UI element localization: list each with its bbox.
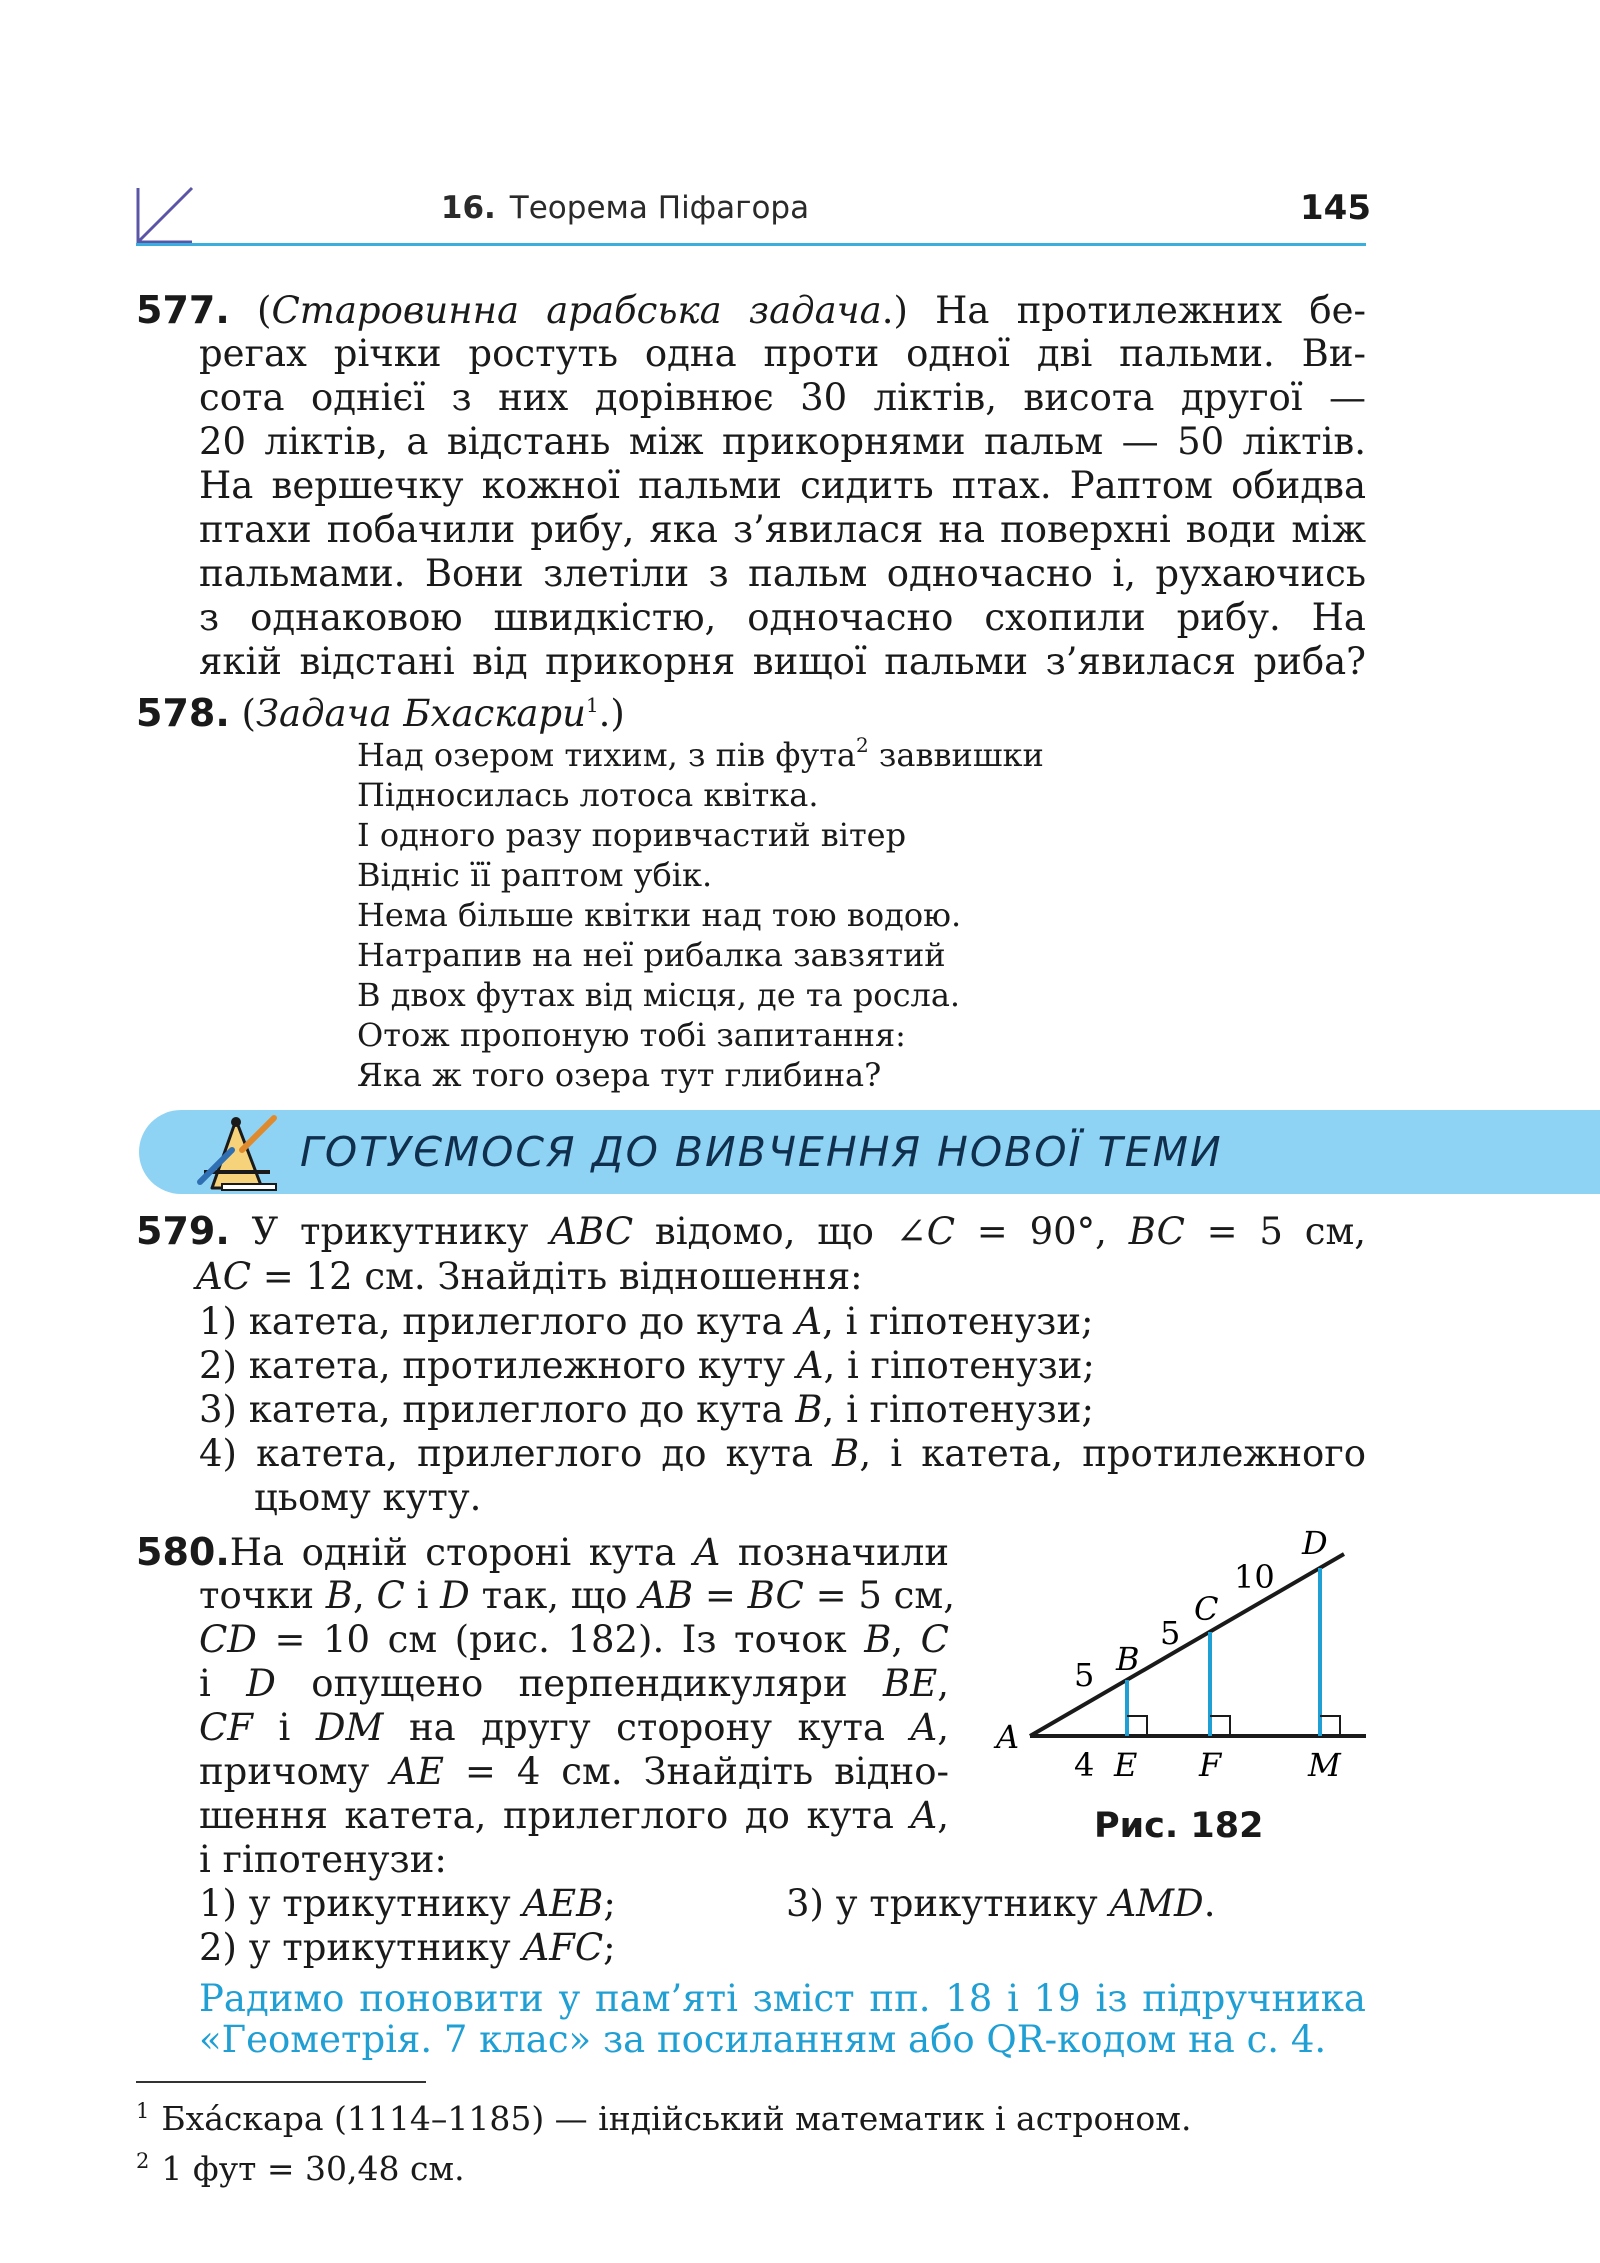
footnote-1: $^1$ Бха́скара (1114–1185) — індійський математик і астроном. — [136, 2099, 1192, 2138]
figure-182 — [990, 1520, 1380, 1790]
segment-label-cd: 10 — [1234, 1558, 1275, 1596]
problem-580-line-4: і D опущено перпендикуляри BE, — [199, 1662, 949, 1705]
segment-label-bc: 5 — [1160, 1614, 1181, 1652]
right-angle-mark-f — [1210, 1716, 1230, 1736]
footnote-rule — [136, 2081, 426, 2083]
problem-580-option-2: 2) у трикутнику AFC; — [199, 1926, 616, 1969]
segment-label-ae: 4 — [1074, 1746, 1095, 1784]
figure-caption: Рис. 182 — [1094, 1806, 1264, 1846]
footnote-2: $^2$ 1 фут = 30,48 см. — [136, 2149, 465, 2188]
problem-578-heading: 578. (Задача Бхаскари$^1$.) — [136, 691, 625, 735]
problem-580-line-1: 580.На одній стороні кута A позначили — [136, 1530, 949, 1574]
problem-580-line-2: точки B, C і D так, що AB = BC = 5 см, — [199, 1574, 955, 1617]
problem-577-line: На вершечку кожної пальми сидить птах. Раптом обидва — [199, 464, 1366, 507]
poem-line: Яка ж того озера тут глибина? — [357, 1056, 882, 1094]
drafting-tools-icon — [192, 1110, 282, 1196]
poem-line: Над озером тихим, з пів фута$^2$ заввишки — [357, 733, 1044, 774]
problem-577-line: регах річки ростуть одна проти одної дві пальми. Ви- — [199, 332, 1366, 375]
label-d: D — [1302, 1524, 1328, 1562]
poem-line: Отож пропоную тобі запитання: — [357, 1016, 906, 1054]
poem-line: Відніс її раптом убік. — [357, 856, 713, 894]
problem-577-line: 20 ліктів, а відстань між прикорнями пальм — 50 ліктів. — [199, 420, 1366, 463]
poem-line: Підносилась лотоса квітка. — [357, 776, 819, 814]
problem-577-subtitle: Старовинна арабська задача — [271, 289, 882, 332]
problem-580-option-1: 1) у трикутнику AEB; — [199, 1882, 616, 1925]
problem-580-line-6: причому AE = 4 см. Знайдіть відно- — [199, 1750, 949, 1793]
problem-577-line: птахи побачили рибу, яка з’явилася на поверхні води між — [199, 508, 1366, 551]
problem-577-line: з однаковою швидкістю, одночасно схопили рибу. На — [199, 596, 1366, 639]
poem-line: Нема більше квітки над тою водою. — [357, 896, 962, 934]
label-b: B — [1116, 1640, 1140, 1678]
label-m: M — [1308, 1746, 1341, 1784]
angle-side-top — [1030, 1554, 1344, 1736]
problem-number: 579. — [136, 1209, 230, 1253]
problem-579-item-4: 4) катета, прилеглого до кута B, і катета, протилежного — [199, 1432, 1366, 1475]
problem-578-subtitle: Задача Бхаскари — [255, 692, 586, 735]
problem-580-line-5: CF і DM на другу сторону кута A, — [199, 1706, 950, 1749]
problem-579-item-4-cont: цьому куту. — [254, 1476, 482, 1519]
problem-580-option-3: 3) у трикутнику AMD. — [786, 1882, 1216, 1925]
footnote-ref: 1 — [585, 693, 599, 717]
problem-579-item-1: 1) катета, прилеглого до кута A, і гіпотенузи; — [199, 1300, 1094, 1343]
segment-label-ab: 5 — [1074, 1656, 1095, 1694]
label-a: A — [996, 1718, 1020, 1756]
poem-line: В двох футах від місця, де та росла. — [357, 976, 961, 1014]
problem-579-item-3: 3) катета, прилеглого до кута B, і гіпотенузи; — [199, 1388, 1094, 1431]
problem-number: 577. — [136, 288, 230, 332]
right-angle-mark-e — [1127, 1716, 1147, 1736]
label-f: F — [1199, 1746, 1222, 1784]
problem-580-line-7: шення катета, прилеглого до кута A, — [199, 1794, 949, 1837]
problem-577-line: сота однієї з них дорівнює 30 ліктів, висота другої — — [199, 376, 1366, 419]
problem-580-line-8: і гіпотенузи: — [199, 1838, 447, 1881]
problem-number: 580. — [136, 1530, 230, 1574]
problem-579-item-2: 2) катета, протилежного куту A, і гіпотенузи; — [199, 1344, 1095, 1387]
problem-577-line: пальмами. Вони злетіли з пальм одночасно і, рухаючись — [199, 552, 1366, 595]
poem-line: І одного разу поривчастий вітер — [357, 816, 907, 854]
label-c: C — [1194, 1590, 1219, 1628]
problem-577-line-1: 577. (Старовинна арабська задача.) На протилежних бе- — [136, 288, 1366, 332]
problem-577-line: якій відстані від прикорня вищої пальми з’явилася риба? — [199, 640, 1366, 683]
problem-number: 578. — [136, 691, 230, 735]
poem-line: Натрапив на неї рибалка завзятий — [357, 936, 946, 974]
running-header-title: 16. Теорема Піфагора — [440, 190, 810, 226]
review-note-line-2: «Геометрія. 7 клас» за посиланням або QR-кодом на с. 4. — [199, 2018, 1327, 2061]
footnote-ref: 2 — [856, 733, 869, 757]
problem-579-line-2: AC = 12 см. Знайдіть відношення: — [196, 1255, 863, 1298]
section-banner-title: ГОТУЄМОСЯ ДО ВИВЧЕННЯ НОВОЇ ТЕМИ — [300, 1128, 1223, 1176]
page-number: 145 — [1300, 188, 1371, 228]
problem-579-line-1: 579. У трикутнику ABC відомо, що ∠C = 90°, BC = 5 см, — [136, 1209, 1367, 1253]
label-e: E — [1114, 1746, 1138, 1784]
problem-580-line-3: CD = 10 см (рис. 182). Із точок B, C — [199, 1618, 949, 1661]
header-rule — [136, 243, 1366, 246]
review-note-line-1: Радимо поновити у пам’яті зміст пп. 18 і 19 із підручника — [199, 1977, 1366, 2020]
right-angle-mark-m — [1320, 1716, 1340, 1736]
